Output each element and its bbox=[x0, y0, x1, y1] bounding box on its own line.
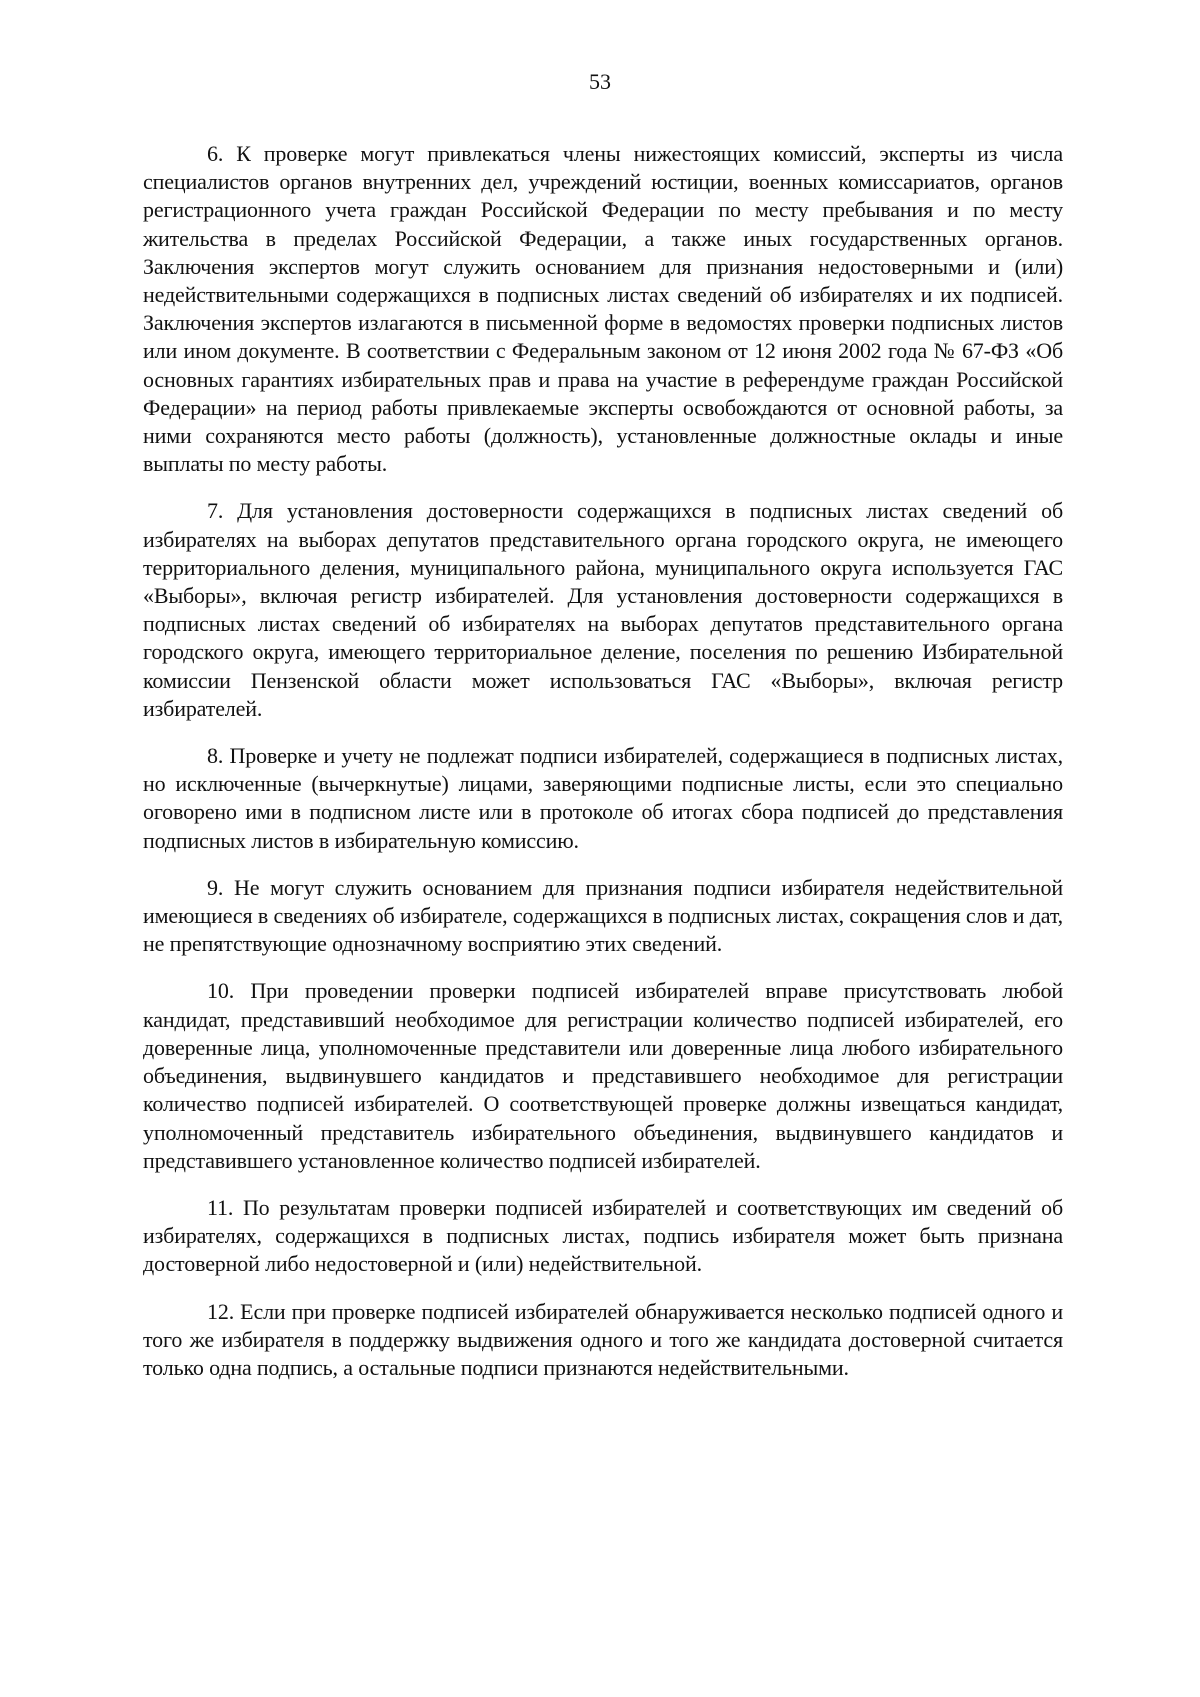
paragraph-6: 6. К проверке могут привлекаться члены нижестоящих комиссий, эксперты из числа специалистов органов внутренних дел, учреждений юстиции, военных комиссариатов, органов регистрационного учета граждан Российской Федерации по месту пребывания и по месту жительства в пределах Российской Федерации, а также иных государственных органов. Заключения экспертов могут служить основанием для признания недостоверными и (или) недействительными содержащихся в подписных листах сведений об избирателях и их подписей. Заключения экспертов излагаются в письменной форме в ведомостях проверки подписных листов или ином документе. В соответствии с Федеральным законом от 12 июня 2002 года № 67-ФЗ «Об основных гарантиях избирательных прав и права на участие в референдуме граждан Российской Федерации» на период работы привлекаемые эксперты освобождаются от основной работы, за ними сохраняются место работы (должность), установленные должностные оклады и иные выплаты по месту работы. bbox=[143, 141, 1063, 477]
paragraph-9: 9. Не могут служить основанием для признания подписи избирателя недействительной имеющиеся в сведениях об избирателе, содержащихся в подписных листах, сокращения слов и дат, не препятствующие однозначному восприятию этих сведений. bbox=[143, 874, 1063, 957]
paragraph-8: 8. Проверке и учету не подлежат подписи избирателей, содержащиеся в подписных листах, но исключенные (вычеркнутые) лицами, заверяющими подписные листы, если это специально оговорено ими в подписном листе или в протоколе об итогах сбора подписей до представления подписных листов в избирательную комиссию. bbox=[143, 743, 1063, 853]
paragraph-10: 10. При проведении проверки подписей избирателей вправе присутствовать любой кандидат, представивший необходимое для регистрации количество подписей избирателей, его доверенные лица, уполномоченные представители или доверенные лица любого избирательного объединения, выдвинувшего кандидатов и представившего необходимое для регистрации количество подписей избирателей. О соответствующей проверке должны извещаться кандидат, уполномоченный представитель избирательного объединения, выдвинувшего кандидатов и представившего установленное количество подписей избирателей. bbox=[143, 978, 1063, 1173]
paragraph-11: 11. По результатам проверки подписей избирателей и соответствующих им сведений об избирателях, содержащихся в подписных листах, подпись избирателя может быть признана достоверной либо недостоверной и (или) недействительной. bbox=[143, 1194, 1063, 1277]
document-body bbox=[143, 140, 1063, 1401]
paragraph-12: 12. Если при проверке подписей избирателей обнаруживается несколько подписей одного и того же избирателя в поддержку выдвижения одного и того же кандидата достоверной считается только одна подпись, а остальные подписи признаются недействительными. bbox=[143, 1298, 1063, 1380]
page-number: 53 bbox=[589, 69, 611, 94]
paragraph-7: 7. Для установления достоверности содержащихся в подписных листах сведений об избирателях на выборах депутатов представительного органа городского округа, не имеющего территориального деления, муниципального района, муниципального округа используется ГАС «Выборы», включая регистр избирателей. Для установления достоверности содержащихся в подписных листах сведений об избирателях на выборах депутатов представительного органа городского округа, имеющего территориальное деление, поселения по решению Избирательной комиссии Пензенской области может использоваться ГАС «Выборы», включая регистр избирателей. bbox=[143, 498, 1063, 721]
